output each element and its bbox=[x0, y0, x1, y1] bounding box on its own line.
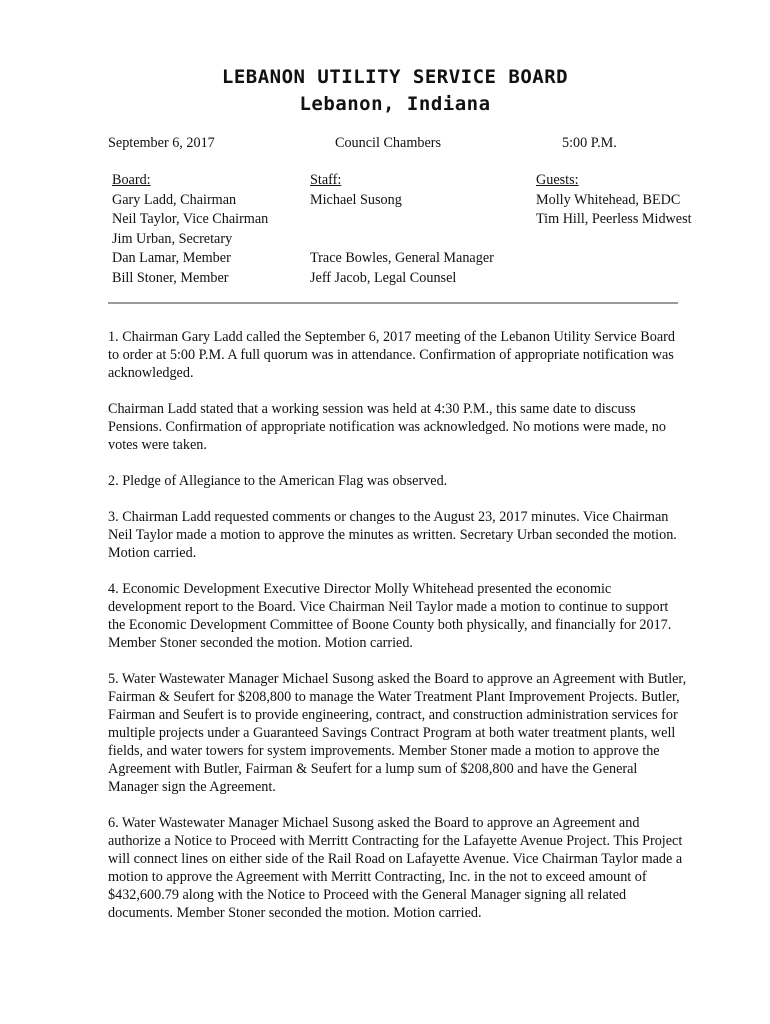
minutes-item: 6. Water Wastewater Manager Michael Susong asked the Board to approve an Agreement and authorize a Notice to Proceed with Merritt Contracting for the Lafayette Avenue Project. This Project will connect lines on either side of the Rail Road on Lafayette Avenue. Vice Chairman Taylor made a motion to approve the Agreement with Merritt Contracting, Inc. in the not to exceed amount of $432,600.79 along with the Notice to Proceed with the General Manager signing all related documents. Member Stoner seconded the motion. Motion carried. bbox=[108, 815, 683, 921]
board-member: Bill Stoner, Member bbox=[112, 269, 229, 286]
minutes-item: 1. Chairman Gary Ladd called the September 6, 2017 meeting of the Lebanon Utility Service Board to order at 5:00 P.M. A full quorum was in attendance. Confirmation of appropriate notification was acknowledged. bbox=[108, 329, 675, 381]
minutes-item: Chairman Ladd stated that a working session was held at 4:30 P.M., this same date to discuss Pensions. Confirmation of appropriate notification was acknowledged. No motions were made, no votes were taken. bbox=[108, 401, 666, 453]
board-member: Jim Urban, Secretary bbox=[112, 230, 233, 247]
board-member: Gary Ladd, Chairman bbox=[112, 191, 237, 208]
meeting-place: Council Chambers bbox=[335, 135, 441, 151]
staff-heading: Staff: bbox=[310, 172, 342, 188]
location-subtitle: Lebanon, Indiana bbox=[299, 93, 491, 115]
board-member: Neil Taylor, Vice Chairman bbox=[112, 211, 269, 228]
board-column bbox=[112, 171, 268, 289]
meeting-date: September 6, 2017 bbox=[108, 135, 215, 151]
minutes-body bbox=[108, 328, 688, 940]
divider bbox=[108, 302, 678, 304]
guests-column bbox=[536, 171, 692, 230]
guest: Tim Hill, Peerless Midwest bbox=[536, 211, 692, 228]
org-title: LEBANON UTILITY SERVICE BOARD bbox=[221, 66, 569, 88]
minutes-item: 4. Economic Development Executive Director Molly Whitehead presented the economic development report to the Board. Vice Chairman Neil Taylor made a motion to continue to support the Economic Development Committee of Boone County both physically, and financially for 2017. Member Stoner seconded the motion. Motion carried. bbox=[108, 581, 672, 651]
guest: Molly Whitehead, BEDC bbox=[536, 191, 681, 208]
minutes-item: 5. Water Wastewater Manager Michael Susong asked the Board to approve an Agreement with Butler, Fairman & Seufert for $208,800 to manage the Water Treatment Plant Improvement Projects. Butler, Fairman and Seufert is to provide engineering, contract, and construction administration services for multiple projects under a Guaranteed Savings Contract Program at both water treatment plants, well fields, and water towers for system improvements. Member Stoner made a motion to approve the Agreement with Butler, Fairman & Seufert for a lump sum of $208,800 and have the General Manager sign the Agreement. bbox=[108, 671, 687, 795]
staff-column bbox=[310, 171, 494, 289]
meeting-time: 5:00 P.M. bbox=[562, 135, 617, 151]
minutes-item: 3. Chairman Ladd requested comments or changes to the August 23, 2017 minutes. Vice Chairman Neil Taylor made a motion to approve the minutes as written. Secretary Urban seconded the motion. Motion carried. bbox=[108, 509, 677, 561]
minutes-item: 2. Pledge of Allegiance to the American Flag was observed. bbox=[108, 473, 448, 489]
board-heading: Board: bbox=[112, 172, 151, 188]
board-member: Dan Lamar, Member bbox=[112, 250, 231, 267]
staff-member: Trace Bowles, General Manager bbox=[310, 250, 494, 267]
staff-member: Jeff Jacob, Legal Counsel bbox=[310, 269, 457, 286]
staff-member: Michael Susong bbox=[310, 191, 402, 208]
guests-heading: Guests: bbox=[536, 172, 579, 188]
